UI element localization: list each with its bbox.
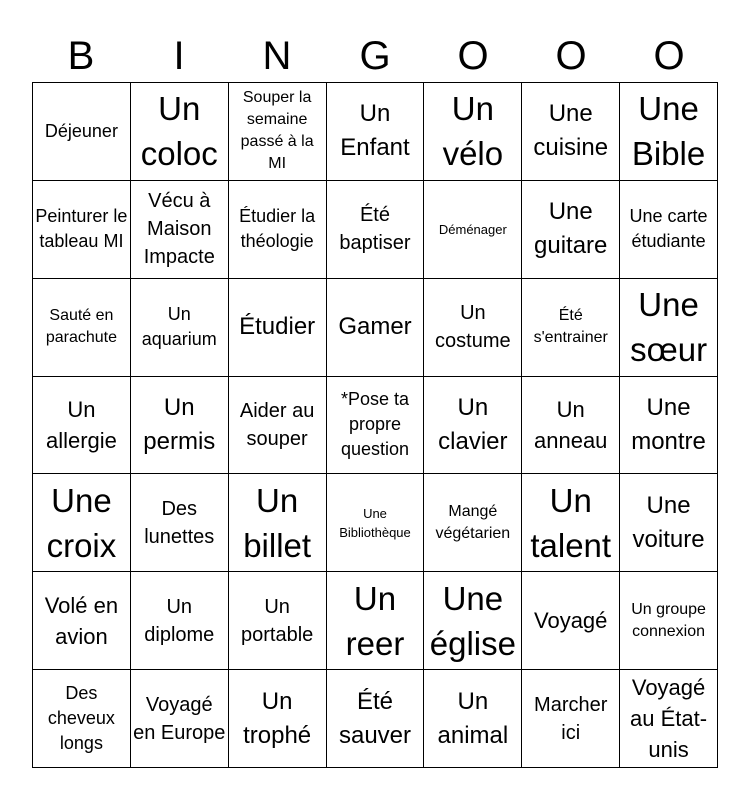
bingo-cell-label: Voyagé au État-unis xyxy=(630,675,708,763)
bingo-cell[interactable] xyxy=(229,377,327,475)
bingo-cell-label: Une cuisine xyxy=(533,100,609,162)
bingo-cell-label: Été sauver xyxy=(338,687,412,749)
header-letter: O xyxy=(555,34,587,78)
bingo-cell-label: Une montre xyxy=(631,393,706,455)
header-letter: I xyxy=(173,34,185,78)
bingo-cell[interactable] xyxy=(620,83,718,181)
bingo-cell-label: Un coloc xyxy=(140,90,218,173)
bingo-cell[interactable] xyxy=(327,474,425,572)
bingo-cell[interactable] xyxy=(327,377,425,475)
bingo-cell[interactable] xyxy=(229,83,327,181)
bingo-cell-label: Étudier xyxy=(239,313,316,341)
bingo-cell[interactable] xyxy=(33,181,131,279)
bingo-cell-label: Volé en avion xyxy=(44,592,119,649)
bingo-cell-label: Un anneau xyxy=(534,396,608,453)
bingo-cell[interactable] xyxy=(424,83,522,181)
header-letter: B xyxy=(67,34,95,78)
bingo-cell[interactable] xyxy=(424,181,522,279)
bingo-cell[interactable] xyxy=(327,83,425,181)
bingo-cell-label: Un allergie xyxy=(45,396,117,453)
bingo-cell-label: Un aquarium xyxy=(141,304,217,350)
bingo-cell-label: Un animal xyxy=(437,687,509,749)
bingo-cell[interactable] xyxy=(131,474,229,572)
bingo-cell-label: Gamer xyxy=(338,313,412,341)
bingo-cell-label: *Pose ta propre question xyxy=(340,389,410,460)
bingo-cell-label: Aider au souper xyxy=(239,399,315,450)
bingo-cell[interactable] xyxy=(327,572,425,670)
bingo-cell-label: Un reer xyxy=(345,579,405,662)
bingo-cell-label: Déjeuner xyxy=(44,120,118,141)
bingo-cell[interactable] xyxy=(620,377,718,475)
bingo-cell[interactable] xyxy=(33,572,131,670)
bingo-cell-label: Voyagé en Europe xyxy=(133,693,226,744)
bingo-cell[interactable] xyxy=(620,181,718,279)
bingo-cell[interactable] xyxy=(620,279,718,377)
bingo-cell-label: Des cheveux longs xyxy=(47,683,115,754)
bingo-header xyxy=(32,30,718,82)
bingo-cell[interactable] xyxy=(229,572,327,670)
bingo-cell-label: Des lunettes xyxy=(144,497,215,548)
bingo-cell[interactable] xyxy=(522,474,620,572)
bingo-cell[interactable] xyxy=(424,572,522,670)
bingo-cell[interactable] xyxy=(327,670,425,768)
bingo-cell-label: Voyagé xyxy=(534,608,608,634)
bingo-cell-label: Une Bibliothèque xyxy=(339,505,411,540)
bingo-cell[interactable] xyxy=(229,474,327,572)
bingo-cell-label: Un billet xyxy=(243,481,312,564)
bingo-cell[interactable] xyxy=(33,670,131,768)
bingo-cell[interactable] xyxy=(522,181,620,279)
bingo-cell[interactable] xyxy=(131,83,229,181)
bingo-cell[interactable] xyxy=(327,279,425,377)
bingo-cell[interactable] xyxy=(620,670,718,768)
bingo-cell[interactable] xyxy=(522,670,620,768)
bingo-cell-label: Marcher ici xyxy=(534,693,608,744)
bingo-cell[interactable] xyxy=(131,279,229,377)
bingo-cell[interactable] xyxy=(522,377,620,475)
bingo-cell-label: Une église xyxy=(429,579,516,662)
bingo-cell[interactable] xyxy=(424,377,522,475)
bingo-cell-label: Un talent xyxy=(530,481,612,564)
bingo-cell-label: Une guitare xyxy=(534,198,608,260)
bingo-cell-label: Étudier la théologie xyxy=(239,206,316,252)
bingo-cell-label: Un portable xyxy=(240,595,314,646)
bingo-cell[interactable] xyxy=(424,670,522,768)
bingo-cell[interactable] xyxy=(131,377,229,475)
bingo-cell-label: Une carte étudiante xyxy=(629,206,708,252)
bingo-cell-label: Vécu à Maison Impacte xyxy=(143,190,215,269)
bingo-cell[interactable] xyxy=(33,83,131,181)
header-letter: O xyxy=(457,34,489,78)
bingo-cell[interactable] xyxy=(33,279,131,377)
bingo-cell-label: Un groupe connexion xyxy=(631,600,706,640)
bingo-cell-label: Souper la semaine passé à la MI xyxy=(240,89,314,173)
bingo-cell-label: Mangé végétarien xyxy=(435,502,511,542)
bingo-cell[interactable] xyxy=(620,572,718,670)
bingo-cell-label: Un vélo xyxy=(442,90,504,173)
bingo-cell[interactable] xyxy=(229,670,327,768)
bingo-cell-label: Été s'entrainer xyxy=(533,307,608,347)
bingo-cell-label: Une sœur xyxy=(630,286,708,369)
bingo-cell-label: Un Enfant xyxy=(340,100,410,162)
bingo-cell-label: Un permis xyxy=(143,393,216,455)
bingo-cell[interactable] xyxy=(424,279,522,377)
bingo-cell[interactable] xyxy=(424,474,522,572)
bingo-cell-label: Une croix xyxy=(46,481,117,564)
bingo-cell[interactable] xyxy=(620,474,718,572)
bingo-cell[interactable] xyxy=(33,377,131,475)
bingo-cell[interactable] xyxy=(327,181,425,279)
header-letter: G xyxy=(359,34,391,78)
bingo-cell[interactable] xyxy=(33,474,131,572)
header-letter: O xyxy=(653,34,685,78)
bingo-cell-label: Un clavier xyxy=(438,393,508,455)
bingo-cell-label: Une voiture xyxy=(632,491,705,553)
bingo-cell[interactable] xyxy=(229,279,327,377)
bingo-cell[interactable] xyxy=(522,83,620,181)
bingo-cell-label: Un trophé xyxy=(243,687,312,749)
bingo-cell[interactable] xyxy=(229,181,327,279)
bingo-cell[interactable] xyxy=(522,279,620,377)
bingo-cell-label: Déménager xyxy=(438,221,507,237)
header-letter: N xyxy=(262,34,292,78)
bingo-cell-label: Un diplome xyxy=(144,595,215,646)
bingo-cell-label: Un costume xyxy=(435,302,511,353)
bingo-cell[interactable] xyxy=(522,572,620,670)
bingo-grid xyxy=(32,82,718,768)
bingo-cell-label: Une Bible xyxy=(631,90,706,173)
bingo-cell[interactable] xyxy=(131,572,229,670)
bingo-cell-label: Sauté en parachute xyxy=(45,307,117,347)
bingo-cell[interactable] xyxy=(131,181,229,279)
bingo-cell-label: Peinturer le tableau MI xyxy=(35,206,128,252)
bingo-cell[interactable] xyxy=(131,670,229,768)
bingo-cell-label: Été baptiser xyxy=(339,204,411,255)
